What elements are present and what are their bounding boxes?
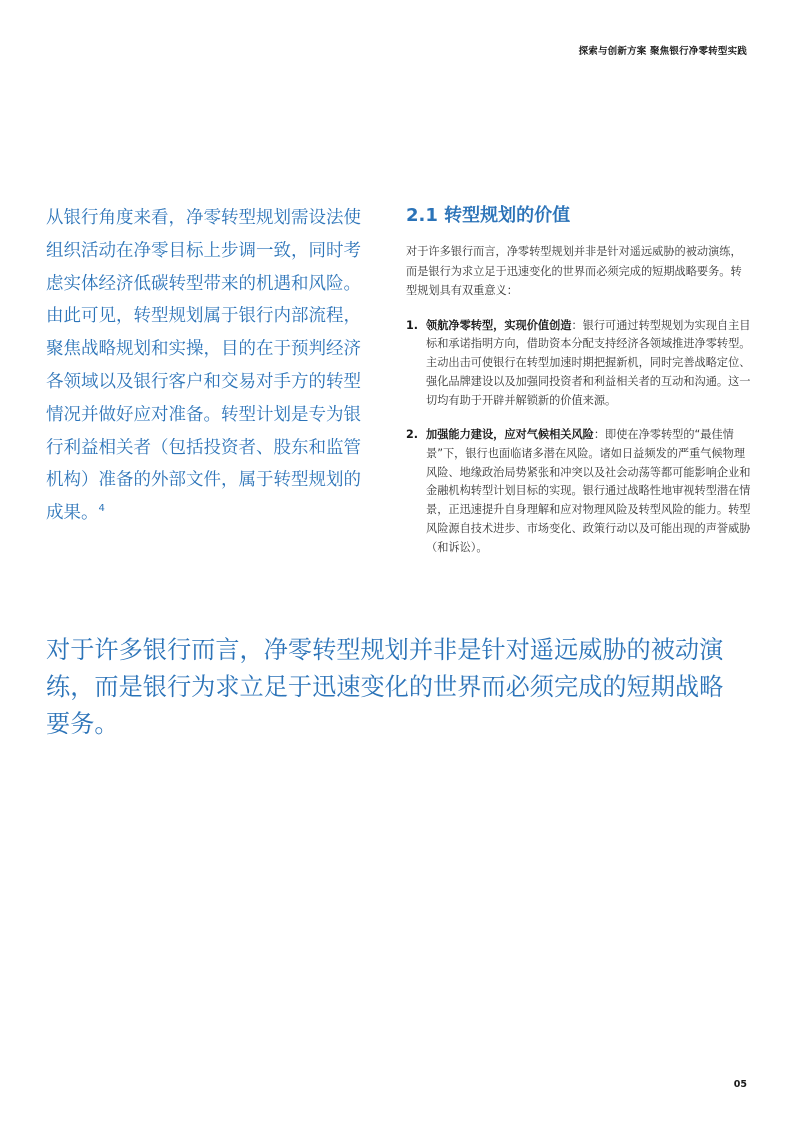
section-title: 2.1 转型规划的价值 (406, 205, 571, 226)
page-number: 05 (733, 1079, 747, 1090)
value-list (406, 317, 751, 557)
footnote-marker[interactable]: 4 (98, 503, 105, 515)
value-section (406, 204, 751, 573)
running-header: 探索与创新方案 聚焦银行净零转型实践 (578, 46, 747, 57)
list-item-heading: 领航净零转型，实现价值创造 (426, 318, 572, 332)
list-item-number: 1. (406, 318, 419, 332)
list-item-text: ：即使在净零转型的“最佳情景”下，银行也面临诸多潜在风险。诸如日益频发的严重气候物理风险、地缘政治局势紧张和冲突以及社会动荡等都可能影响企业和金融机构转型计划目标的实现。银行通过战略性地审视转型潜在情景，正迅速提升自身理解和应对物理风险及转型风险的能力。转型风险源自技术进步、市场变化、政策行动以及可能出现的声誉威胁（和诉讼）。 (426, 428, 751, 554)
pull-quote: 对于许多银行而言，净零转型规划并非是针对遥远威胁的被动演练，而是银行为求立足于迅速变化的世界而必须完成的短期战略要务。 (46, 636, 724, 738)
list-item-heading: 加强能力建设，应对气候相关风险 (426, 428, 594, 442)
list-item (406, 426, 751, 557)
list-item-number: 2. (406, 428, 419, 442)
list-item-text: ：银行可通过转型规划为实现自主目标和承诺指明方向，借助资本分配支持经济各领域推进净零转型。主动出击可使银行在转型加速时期把握新机，同时完善战略定位、强化品牌建设以及加强同投资者和利益相关者的互动和沟通。这一切均有助于开辟并解锁新的价值来源。 (426, 318, 751, 407)
section-intro: 对于许多银行而言，净零转型规划并非是针对遥远威胁的被动演练，而是银行为求立足于迅速变化的世界而必须完成的短期战略要务。转型规划具有双重意义： (406, 245, 742, 298)
left-paragraph (46, 202, 366, 530)
left-paragraph-text: 从银行角度来看，净零转型规划需设法使组织活动在净零目标上步调一致，同时考虑实体经济低碳转型带来的机遇和风险。由此可见，转型规划属于银行内部流程，聚焦战略规划和实操，目的在于预判经济各领域以及银行客户和交易对手方的转型情况并做好应对准备。转型计划是专为银行利益相关者（包括投资者、股东和监管机构）准备的外部文件，属于转型规划的成果。 (46, 208, 361, 524)
list-item (406, 317, 751, 411)
